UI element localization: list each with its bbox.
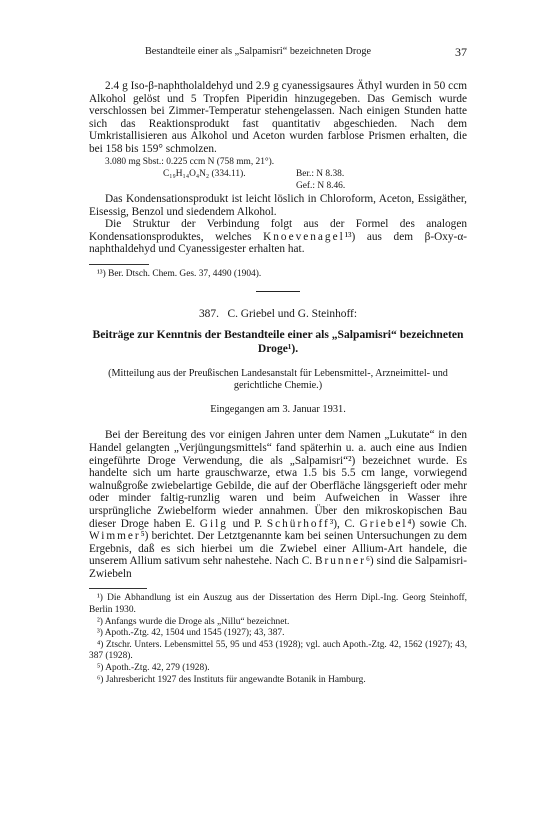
formula-block — [89, 168, 467, 193]
body-text-3: ³), C. — [329, 517, 355, 530]
author-schuerhoff: Schürhoff — [266, 517, 330, 530]
author-steinhoff: G. Steinhoff: — [297, 307, 358, 320]
footnote-3: ³) Apoth.‐Ztg. 42, 1504 und 1545 (1927); 43, 387. — [97, 628, 285, 639]
footnote-13: ¹³) Ber. Dtsch. Chem. Ges. 37, 4490 (1904). — [97, 268, 262, 279]
author-gilg: Gilg — [199, 517, 228, 530]
author-griebel-ref: Griebel — [359, 517, 408, 530]
footnote-rule-bottom — [89, 588, 147, 589]
calculated-value: Ber.: N 8.38. — [296, 168, 345, 179]
received-date: Eingegangen am 3. Januar 1931. — [210, 404, 346, 416]
page — [89, 46, 467, 686]
author-griebel: C. Griebel — [227, 307, 275, 320]
synthesis-paragraph: 2.4 g Iso‐β‐naphtholaldehyd und 2.9 g cyanessigsaures Äthyl wurden in 50 ccm Alkohol gelöst und 5 Tropfen Piperidin hinzugegeben. Das Gemisch wurde verschlossen bei Zimmer‐Temperatur stehengelassen. Nach einigen Stunden hatte sich das Reaktionsprodukt fast quantitativ abgeschieden. Nach dem Umkristallisieren aus Alkohol und Aceton wurden farblose Prismen erhalten, die bei 158 bis 159° schmolzen. — [89, 80, 467, 155]
solubility-paragraph: Das Kondensationsprodukt ist leicht löslich in Chloroform, Aceton, Essigäther, Eisessig, Benzol und siedendem Alkohol. — [89, 192, 467, 218]
author-conjunction: und — [277, 307, 295, 320]
body-text-5: ⁵) berichtet. Der Letztgenannte kam bei seinen Untersuchungen zu dem Ergebnis, daß es sich hierbei um die Zwiebel einer Allium‐Art handele, die unserem Allium sativum sehr nahestehe. Nach C. — [89, 530, 467, 568]
body-text-2: und P. — [232, 517, 263, 530]
footnote-5: ⁵) Apoth.‐Ztg. 42, 279 (1928). — [97, 663, 210, 674]
body-text-6: ⁶) sind die Salpamisri‐Zwiebeln — [89, 555, 468, 580]
analysis-line: 3.080 mg Sbst.: 0.225 ccm N (758 mm, 21°). — [105, 156, 275, 167]
author-wimmer: Wimmer — [89, 530, 141, 543]
running-title: Bestandteile einer als „Salpamisri“ bezeichneten Droge — [144, 46, 371, 57]
article-heading — [89, 308, 467, 320]
footnote-2: ²) Anfangs wurde die Droge als „Nillu“ bezeichnet. — [97, 616, 290, 627]
footnote-rule — [89, 264, 149, 265]
found-value: Gef.: N 8.46. — [296, 181, 346, 192]
body-text-1: Bei der Bereitung des vor einigen Jahren unter dem Namen „Lukutate“ in den Handel gelangten „Verjüngungsmittels“ fand späterhin u. a. auch eine aus Indien eingeführte Droge Verwendung, die als „Salpamisri“²) bezeichnet wurde. Es handelte sich um harte grauschwarze, etwa 1.5 bis 5.5 cm lange, vorwiegend walnußgroße zwiebelartige Gebilde, die auf der Oberfläche längsgerieft oder mehr oder minder faltig‐runzlig waren und beim Aufweichen in Wasser ihre ursprüngliche Zwiebelform wieder annahmen. Über den mikroskopischen Bau dieser Droge haben E. — [89, 429, 467, 530]
article-body — [89, 429, 467, 580]
author-knoevenagel: Knoevenagel — [263, 230, 345, 243]
footnote-1: ¹) Die Abhandlung ist ein Auszug aus der Dissertation des Herrn Dipl.‐Ing. Georg Steinhoff, Berlin 1930. — [89, 593, 467, 616]
page-number: 37 — [455, 45, 467, 59]
article-affiliation: (Mitteilung aus der Preußischen Landesanstalt für Lebensmittel‐, Arzneimittel‐ und gerichtliche Chemie.) — [108, 367, 448, 391]
author-brunner: Brunner — [314, 555, 366, 568]
running-header — [89, 46, 467, 64]
footnotes — [89, 593, 467, 686]
footnote-6: ⁶) Jahresbericht 1927 des Instituts für angewandte Botanik in Hamburg. — [97, 674, 366, 685]
body-text-4: ⁴) sowie Ch. — [407, 517, 467, 530]
footnote-4: ⁴) Ztschr. Unters. Lebensmittel 55, 95 und 453 (1928); vgl. auch Apoth.‐Ztg. 42, 1562 (1927); 43, 387 (1928). — [89, 639, 467, 662]
article-number: 387. — [198, 307, 219, 320]
article-title: Beiträge zur Kenntnis der Bestandteile einer als „Salpamisri“ bezeichneten Droge¹). — [92, 327, 464, 355]
structure-paragraph — [89, 218, 467, 256]
molecular-formula: C₁₉H₁₄O₄N₂ (334.11). — [163, 168, 246, 179]
structure-text-b: aus dem β‐Oxy‐α‐naphthaldehyd und Cyanessigester erhalten hat. — [89, 230, 468, 256]
article-separator — [256, 291, 300, 292]
footnote-ref-13: ¹³) — [344, 230, 356, 243]
structure-text-a: Die Struktur der Verbindung folgt aus der Formel des analogen Kondensationsproduktes, welches — [89, 218, 467, 243]
